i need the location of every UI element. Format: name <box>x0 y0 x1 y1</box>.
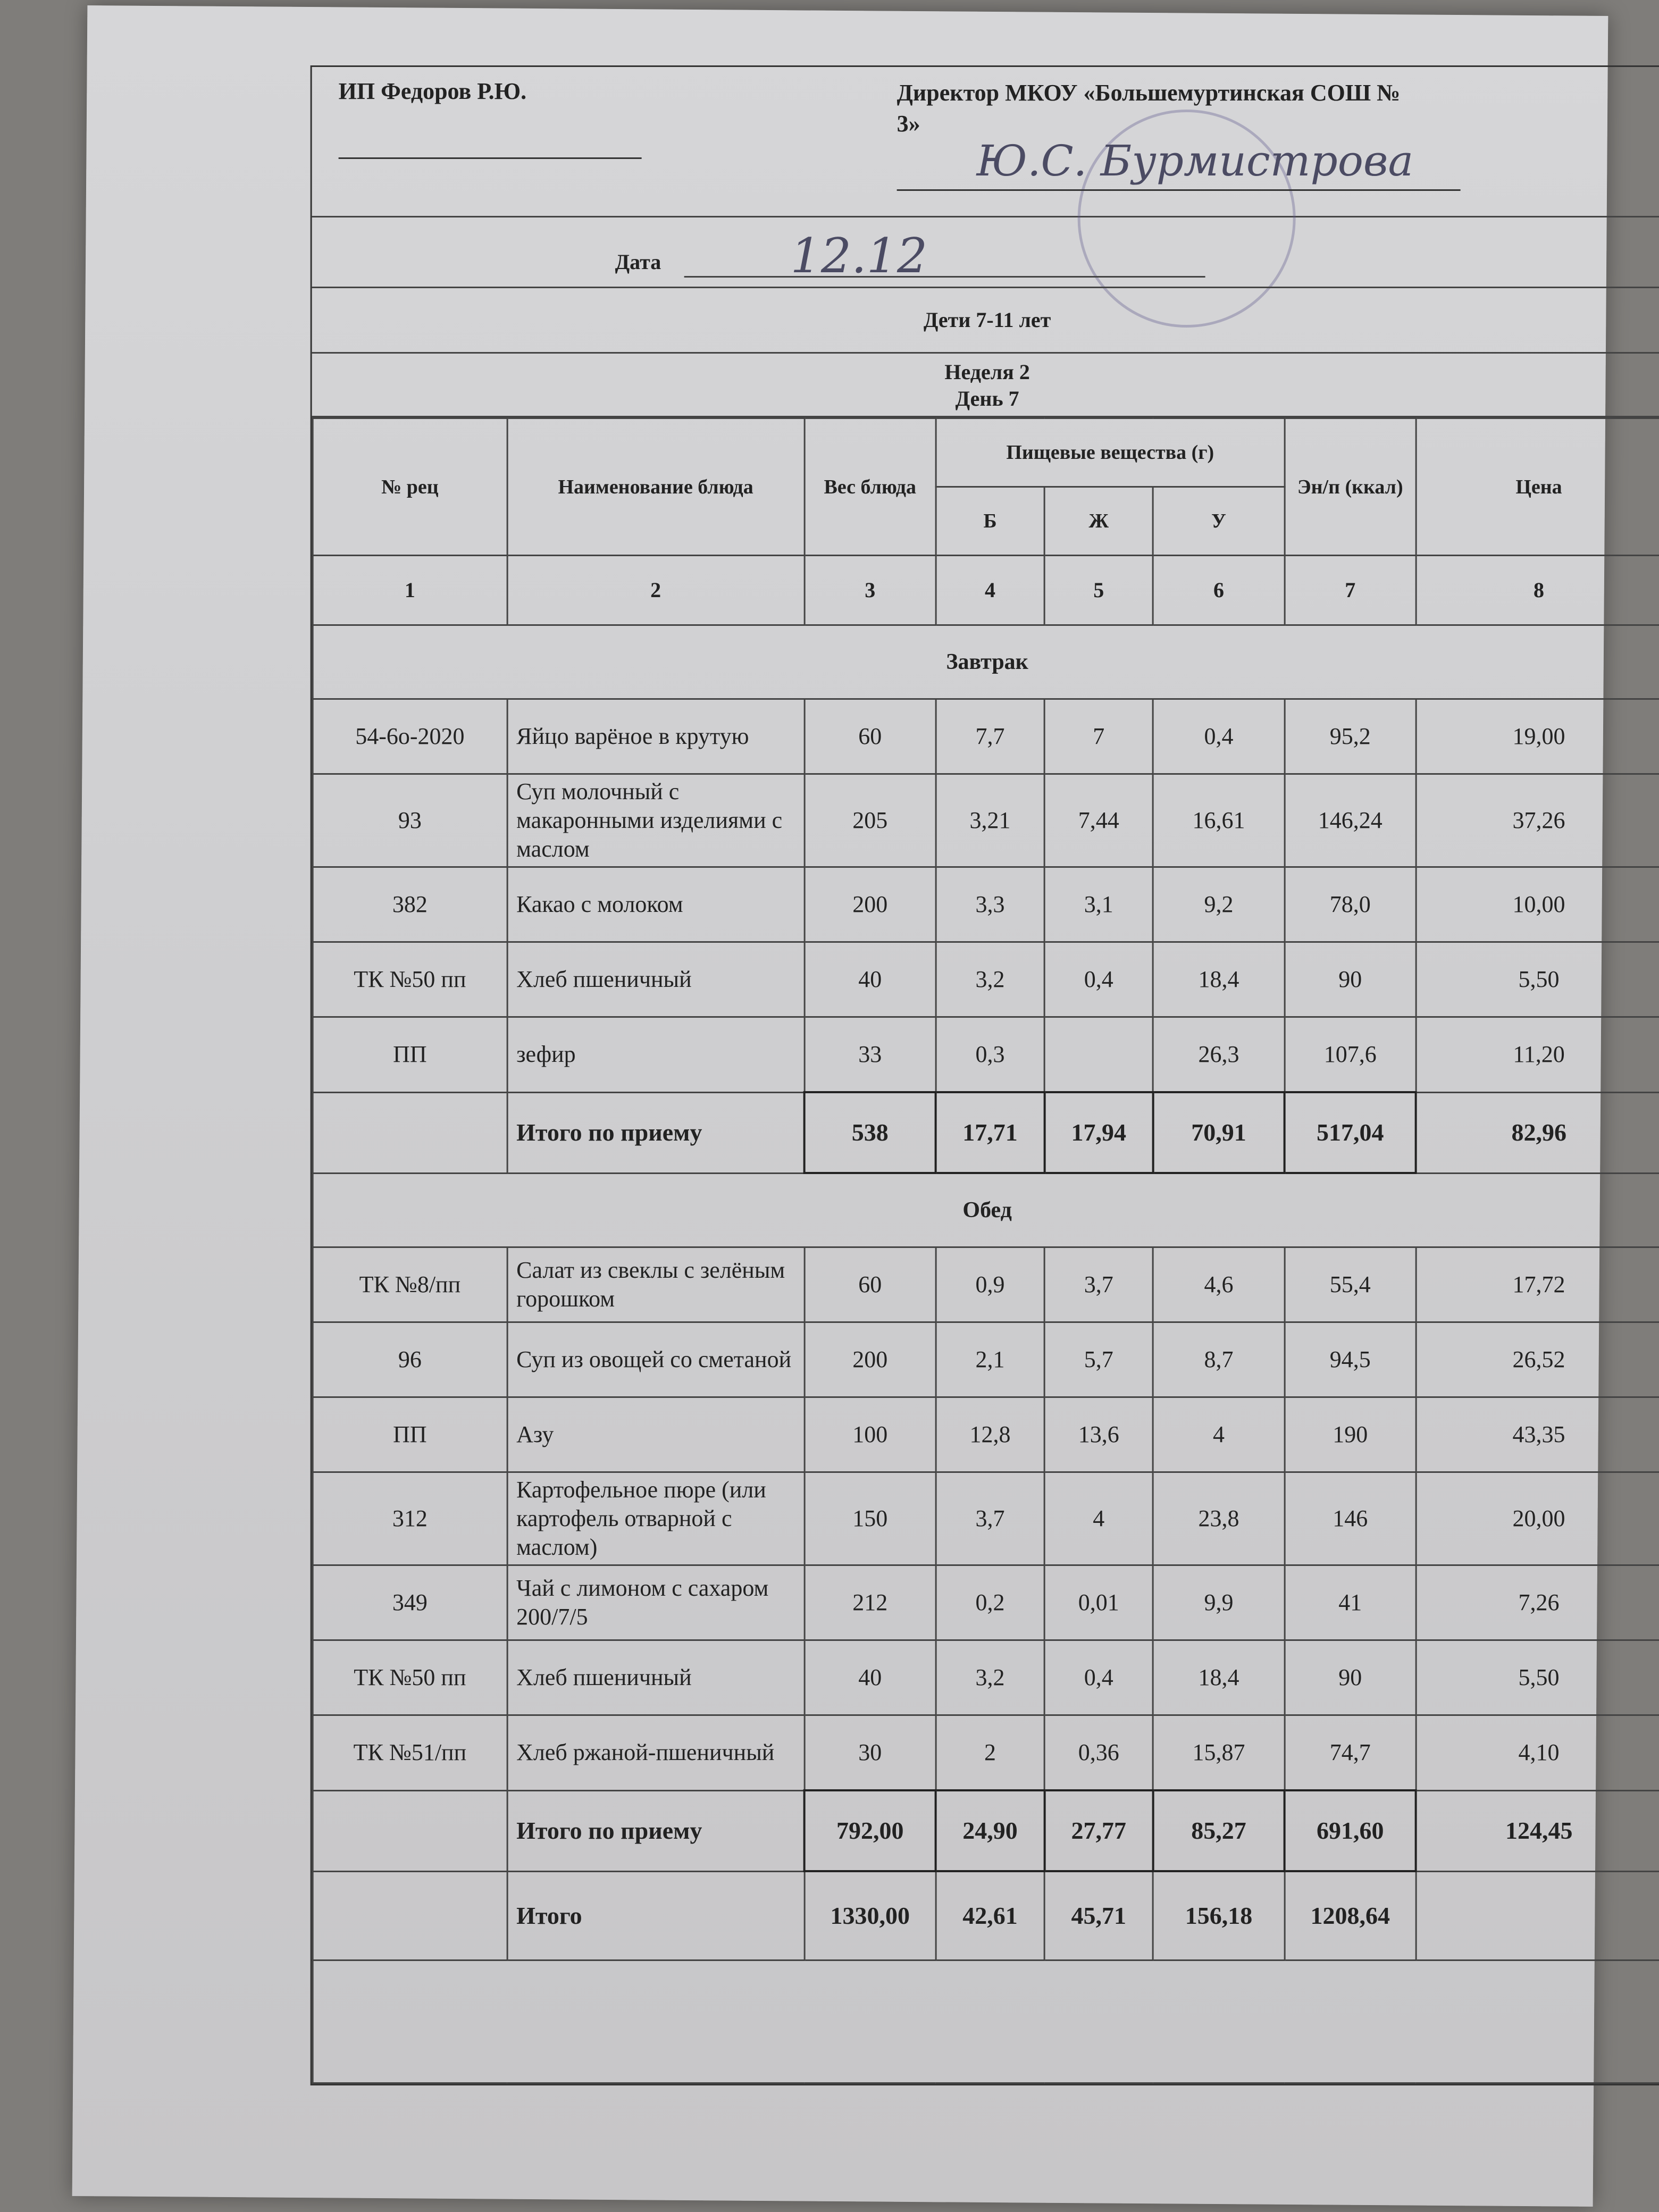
grand-total-fat: 45,71 <box>1044 1871 1153 1960</box>
cell-name: зефир <box>507 1017 805 1092</box>
cell-protein: 0,2 <box>936 1565 1044 1640</box>
cell-energy: 146 <box>1285 1472 1416 1565</box>
cell-empty <box>313 1871 507 1960</box>
col-number: 1 <box>313 555 507 625</box>
grand-total-protein: 42,61 <box>936 1871 1044 1960</box>
cell-price: 11,20 <box>1416 1017 1659 1092</box>
day-label: День 7 <box>955 386 1019 410</box>
cell-price: 26,52 <box>1416 1322 1659 1397</box>
date-row <box>312 217 1659 288</box>
total-carbs: 70,91 <box>1153 1092 1284 1173</box>
cell-weight: 40 <box>805 942 936 1017</box>
lunch-total-row <box>313 1790 1659 1871</box>
cell-empty <box>313 1092 507 1173</box>
col-price: Цена <box>1416 418 1659 555</box>
table-header <box>313 418 1659 487</box>
cell-price: 5,50 <box>1416 942 1659 1017</box>
total-energy: 691,60 <box>1285 1790 1416 1871</box>
col-number: 6 <box>1153 555 1284 625</box>
table-row <box>313 867 1659 942</box>
approval-header <box>312 67 1659 217</box>
table-row <box>313 699 1659 774</box>
col-number: 8 <box>1416 555 1659 625</box>
table-row <box>313 1565 1659 1640</box>
cell-energy: 41 <box>1285 1565 1416 1640</box>
cell-energy: 146,24 <box>1285 774 1416 867</box>
age-group: Дети 7-11 лет <box>312 288 1659 354</box>
cell-empty <box>313 1960 1659 2083</box>
column-numbers-row <box>313 555 1659 625</box>
cell-name: Чай с лимоном с сахаром 200/7/5 <box>507 1565 805 1640</box>
cell-fat: 7,44 <box>1044 774 1153 867</box>
total-energy: 517,04 <box>1285 1092 1416 1173</box>
table-row <box>313 1472 1659 1565</box>
cell-name: Яйцо варёное в крутую <box>507 699 805 774</box>
cell-fat: 0,36 <box>1044 1715 1153 1790</box>
cell-fat <box>1044 1017 1153 1092</box>
total-label: Итого по приему <box>507 1092 805 1173</box>
col-protein: Б <box>936 487 1044 555</box>
col-number: 3 <box>805 555 936 625</box>
cell-name: Хлеб пшеничный <box>507 942 805 1017</box>
cell-weight: 40 <box>805 1640 936 1715</box>
col-carbs: У <box>1153 487 1284 555</box>
col-energy: Эн/п (ккал) <box>1285 418 1416 555</box>
cell-energy: 55,4 <box>1285 1247 1416 1322</box>
cell-carbs: 9,9 <box>1153 1565 1284 1640</box>
cell-empty <box>313 1790 507 1871</box>
cell-fat: 4 <box>1044 1472 1153 1565</box>
cell-price: 4,10 <box>1416 1715 1659 1790</box>
cell-recipe: 93 <box>313 774 507 867</box>
cell-carbs: 0,4 <box>1153 699 1284 774</box>
table-row <box>313 1397 1659 1472</box>
cell-weight: 60 <box>805 699 936 774</box>
cell-carbs: 4 <box>1153 1397 1284 1472</box>
cell-weight: 212 <box>805 1565 936 1640</box>
section-title: Обед <box>313 1173 1659 1247</box>
cell-protein: 3,2 <box>936 1640 1044 1715</box>
cell-protein: 12,8 <box>936 1397 1044 1472</box>
cell-carbs: 18,4 <box>1153 1640 1284 1715</box>
cell-carbs: 9,2 <box>1153 867 1284 942</box>
cell-name: Картофельное пюре (или картофель отварной с маслом) <box>507 1472 805 1565</box>
col-number: 7 <box>1285 555 1416 625</box>
cell-weight: 100 <box>805 1397 936 1472</box>
total-fat: 27,77 <box>1044 1790 1153 1871</box>
cell-energy: 90 <box>1285 1640 1416 1715</box>
col-recipe: № рец <box>313 418 507 555</box>
grand-total-price <box>1416 1871 1659 1960</box>
grand-total-row <box>313 1871 1659 1960</box>
cell-carbs: 18,4 <box>1153 942 1284 1017</box>
table-row <box>313 1017 1659 1092</box>
cell-carbs: 23,8 <box>1153 1472 1284 1565</box>
blank-row <box>313 1960 1659 2083</box>
cell-price: 10,00 <box>1416 867 1659 942</box>
cell-weight: 205 <box>805 774 936 867</box>
cell-name: Салат из свеклы с зелёным горошком <box>507 1247 805 1322</box>
section-title: Завтрак <box>313 625 1659 699</box>
cell-protein: 2,1 <box>936 1322 1044 1397</box>
cell-price: 7,26 <box>1416 1565 1659 1640</box>
cell-protein: 0,9 <box>936 1247 1044 1322</box>
cell-recipe: ТК №8/пп <box>313 1247 507 1322</box>
section-breakfast <box>313 625 1659 699</box>
col-nutrients: Пищевые вещества (г) <box>936 418 1285 487</box>
cell-recipe: ТК №50 пп <box>313 1640 507 1715</box>
cell-price: 43,35 <box>1416 1397 1659 1472</box>
cell-price: 19,00 <box>1416 699 1659 774</box>
col-number: 2 <box>507 555 805 625</box>
cell-fat: 0,4 <box>1044 1640 1153 1715</box>
grand-total-carbs: 156,18 <box>1153 1871 1284 1960</box>
total-fat: 17,94 <box>1044 1092 1153 1173</box>
table-row <box>313 774 1659 867</box>
table-row <box>313 1715 1659 1790</box>
cell-recipe: 312 <box>313 1472 507 1565</box>
col-number: 5 <box>1044 555 1153 625</box>
cell-name: Хлеб пшеничный <box>507 1640 805 1715</box>
menu-form <box>311 65 1659 2085</box>
table-row <box>313 942 1659 1017</box>
cell-protein: 3,21 <box>936 774 1044 867</box>
table-row <box>313 1247 1659 1322</box>
cell-price: 20,00 <box>1416 1472 1659 1565</box>
cell-protein: 3,3 <box>936 867 1044 942</box>
cell-recipe: ПП <box>313 1397 507 1472</box>
date-label: Дата <box>615 249 661 274</box>
cell-recipe: 96 <box>313 1322 507 1397</box>
table-row <box>313 1640 1659 1715</box>
cell-protein: 3,2 <box>936 942 1044 1017</box>
cell-weight: 33 <box>805 1017 936 1092</box>
cell-weight: 200 <box>805 867 936 942</box>
cell-protein: 0,3 <box>936 1017 1044 1092</box>
cell-name: Какао с молоком <box>507 867 805 942</box>
director-signature-line <box>897 189 1461 191</box>
director-title: Директор МКОУ «Большемуртинская СОШ № 3» <box>896 79 1401 137</box>
col-fat: Ж <box>1044 487 1153 555</box>
cell-protein: 2 <box>936 1715 1044 1790</box>
cell-recipe: ТК №50 пп <box>313 942 507 1017</box>
cell-recipe: 54-6о-2020 <box>313 699 507 774</box>
table-row <box>313 1322 1659 1397</box>
supplier-name: ИП Федоров Р.Ю. <box>338 78 527 104</box>
cell-protein: 3,7 <box>936 1472 1044 1565</box>
cell-name: Хлеб ржаной-пшеничный <box>507 1715 805 1790</box>
cell-energy: 90 <box>1285 942 1416 1017</box>
col-weight: Вес блюда <box>805 418 936 555</box>
cell-name: Суп молочный с макаронными изделиями с маслом <box>507 774 805 867</box>
section-lunch <box>313 1173 1659 1247</box>
cell-fat: 3,7 <box>1044 1247 1153 1322</box>
supplier-signature-line <box>339 157 642 159</box>
grand-total-energy: 1208,64 <box>1285 1871 1416 1960</box>
cell-name: Суп из овощей со сметаной <box>507 1322 805 1397</box>
cell-recipe: 382 <box>313 867 507 942</box>
total-price: 124,45 <box>1416 1790 1659 1871</box>
cell-energy: 74,7 <box>1285 1715 1416 1790</box>
cell-fat: 0,01 <box>1044 1565 1153 1640</box>
director-signature: Ю.С. Бурмистрова <box>976 136 1414 186</box>
breakfast-total-row <box>313 1092 1659 1173</box>
cell-fat: 7 <box>1044 699 1153 774</box>
cell-weight: 30 <box>805 1715 936 1790</box>
cell-fat: 3,1 <box>1044 867 1153 942</box>
cell-weight: 150 <box>805 1472 936 1565</box>
cell-weight: 60 <box>805 1247 936 1322</box>
cell-energy: 78,0 <box>1285 867 1416 942</box>
cell-energy: 107,6 <box>1285 1017 1416 1092</box>
cell-fat: 5,7 <box>1044 1322 1153 1397</box>
total-price: 82,96 <box>1416 1092 1659 1173</box>
date-value: 12.12 <box>790 228 928 284</box>
cell-price: 5,50 <box>1416 1640 1659 1715</box>
date-line <box>684 276 1205 278</box>
col-name: Наименование блюда <box>507 418 805 555</box>
cell-energy: 94,5 <box>1285 1322 1416 1397</box>
cell-carbs: 4,6 <box>1153 1247 1284 1322</box>
cell-energy: 190 <box>1285 1397 1416 1472</box>
grand-total-label: Итого <box>507 1871 805 1960</box>
total-weight: 792,00 <box>805 1790 936 1871</box>
cell-recipe: 349 <box>313 1565 507 1640</box>
grand-total-weight: 1330,00 <box>805 1871 936 1960</box>
cell-recipe: ПП <box>313 1017 507 1092</box>
cell-fat: 0,4 <box>1044 942 1153 1017</box>
cell-fat: 13,6 <box>1044 1397 1153 1472</box>
total-weight: 538 <box>805 1092 936 1173</box>
col-number: 4 <box>936 555 1044 625</box>
cell-weight: 200 <box>805 1322 936 1397</box>
menu-table <box>312 417 1659 2084</box>
cell-price: 17,72 <box>1416 1247 1659 1322</box>
cell-carbs: 8,7 <box>1153 1322 1284 1397</box>
cell-carbs: 16,61 <box>1153 774 1284 867</box>
cell-carbs: 15,87 <box>1153 1715 1284 1790</box>
cell-price: 37,26 <box>1416 774 1659 867</box>
week-day <box>312 354 1659 417</box>
cell-protein: 7,7 <box>936 699 1044 774</box>
cell-name: Азу <box>507 1397 805 1472</box>
total-protein: 24,90 <box>936 1790 1044 1871</box>
cell-energy: 95,2 <box>1285 699 1416 774</box>
total-protein: 17,71 <box>936 1092 1044 1173</box>
total-carbs: 85,27 <box>1153 1790 1284 1871</box>
paper-sheet <box>72 5 1608 2207</box>
total-label: Итого по приему <box>507 1790 805 1871</box>
cell-recipe: ТК №51/пп <box>313 1715 507 1790</box>
cell-carbs: 26,3 <box>1153 1017 1284 1092</box>
week-label: Неделя 2 <box>944 359 1030 384</box>
